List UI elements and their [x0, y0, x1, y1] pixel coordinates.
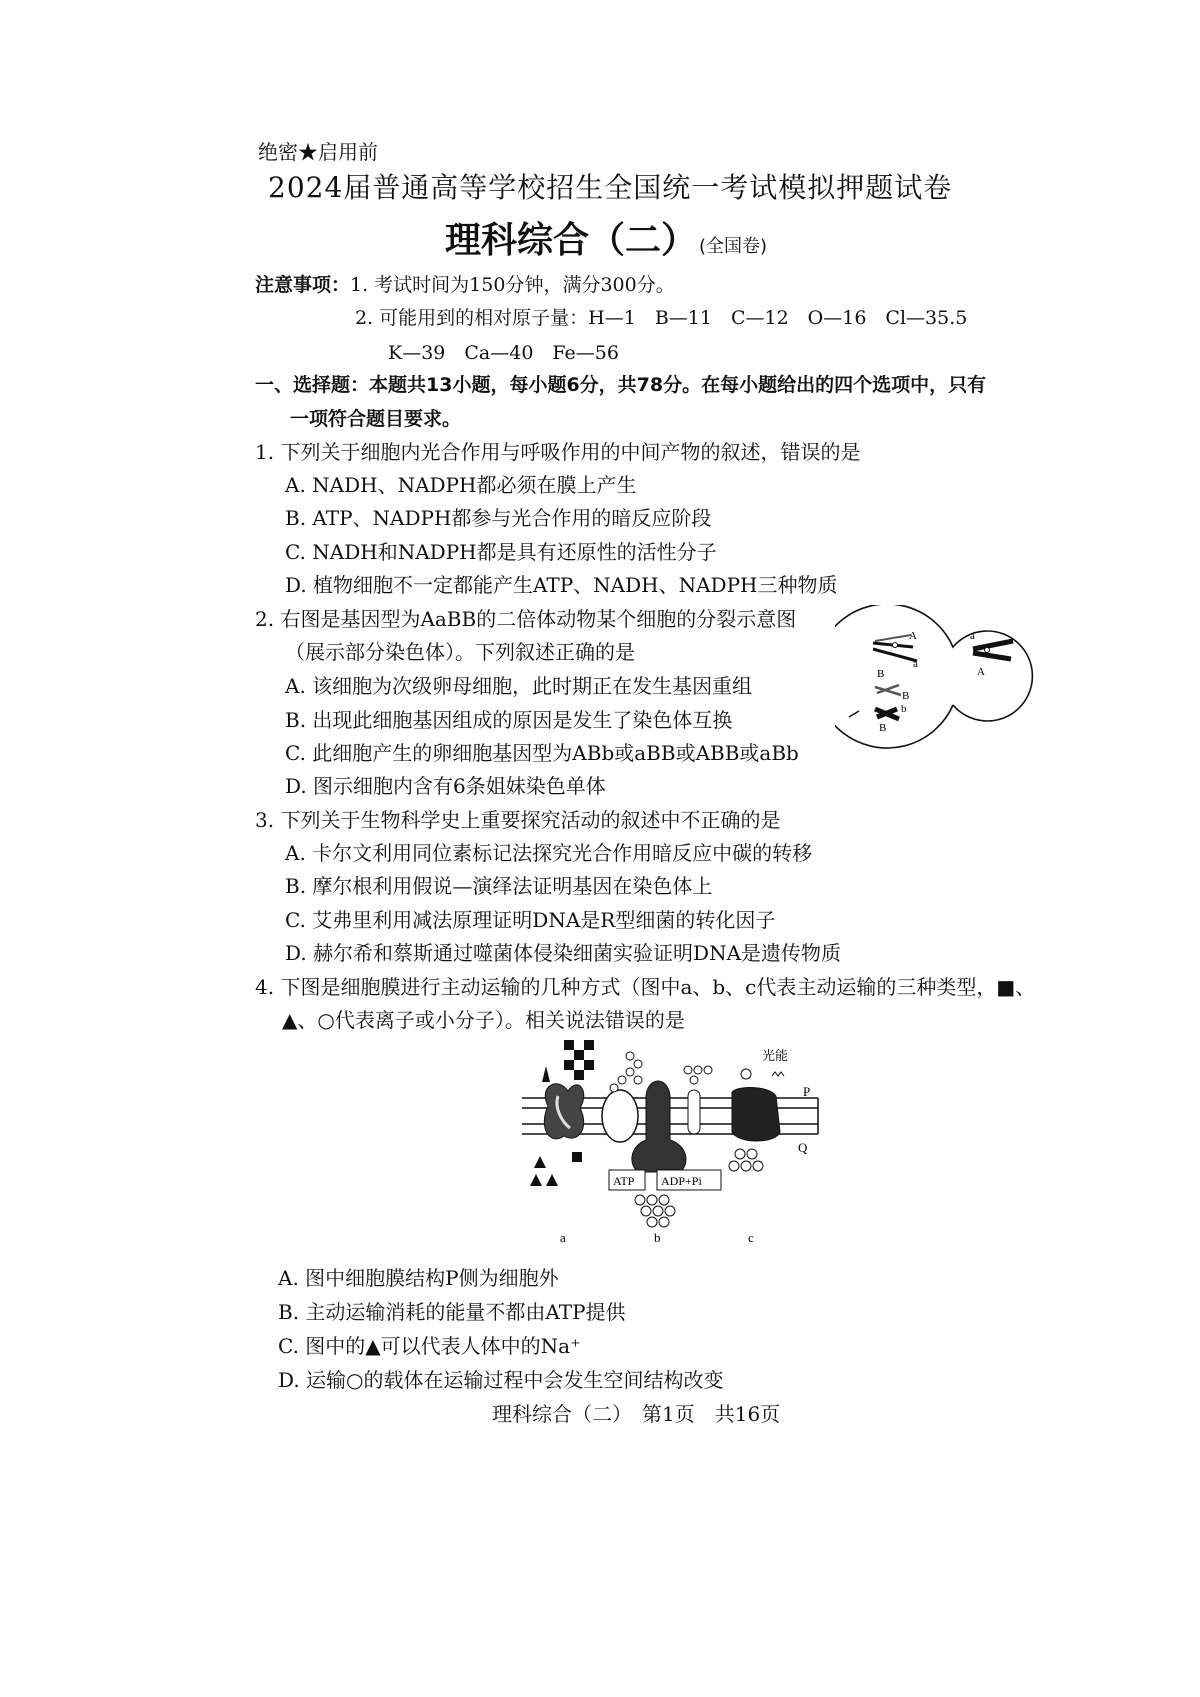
q3-option-b: B. 摩尔根利用假说—演绎法证明基因在染色体上: [285, 874, 713, 898]
q4-stem-line1: 4. 下图是细胞膜进行主动运输的几种方式（图中a、b、c代表主动运输的三种类型，■、: [255, 975, 1036, 999]
q2-option-c: C. 此细胞产生的卵细胞基因型为ABb或aBB或ABB或aBb: [285, 741, 799, 765]
triangle-top: [542, 1066, 550, 1082]
light-label: 光能: [762, 1048, 789, 1063]
carrier-a: [544, 1084, 583, 1139]
square-bottom: [572, 1152, 582, 1162]
circle-cluster-bottom-b: [635, 1195, 675, 1227]
q2-option-a: A. 该细胞为次级卵母细胞，此时期正在发生基因重组: [285, 674, 753, 698]
q3-option-c: C. 艾弗里利用减法原理证明DNA是R型细菌的转化因子: [285, 908, 776, 932]
subject-name: 理科综合: [445, 220, 590, 261]
notes-item2-cont: K—39 Ca—40 Fe—56: [388, 342, 619, 364]
q3-stem: 3. 下列关于生物科学史上重要探究活动的叙述中不正确的是: [255, 808, 781, 832]
cell-membrane-outline: [835, 605, 1032, 748]
subject-number: （二）: [589, 220, 698, 261]
q2-option-d: D. 图示细胞内含有6条姐妹染色单体: [285, 774, 606, 798]
q2-option-b: B. 出现此细胞基因组成的原因是发生了染色体互换: [285, 708, 733, 732]
q4-option-a: A. 图中细胞膜结构P侧为细胞外: [278, 1266, 559, 1290]
page-footer: 理科综合（二） 第1页 共16页: [492, 1402, 781, 1426]
label-type-a: a: [560, 1230, 566, 1245]
label-A-right: A: [977, 666, 985, 678]
q4-option-d: D. 运输○的载体在运输过程中会发生空间结构改变: [278, 1368, 724, 1392]
label-a-right: a: [970, 630, 975, 642]
secret-label: 绝密★启用前: [258, 140, 378, 164]
label-B-upper: B: [877, 668, 885, 680]
receptor-protein: [602, 1090, 638, 1142]
label-B-middle: B: [902, 690, 910, 702]
q1-option-b: B. ATP、NADPH都参与光合作用的暗反应阶段: [285, 506, 712, 530]
adp-label: ADP+Pi: [661, 1174, 702, 1188]
circle-top-c: [741, 1069, 751, 1079]
label-b: b: [901, 703, 907, 715]
light-pump-c: [732, 1088, 780, 1142]
squares-checker: [564, 1040, 594, 1080]
q1-option-a: A. NADH、NADPH都必须在膜上产生: [285, 473, 637, 497]
q2-stem-line1: 2. 右图是基因型为AaBB的二倍体动物某个细胞的分裂示意图: [255, 607, 797, 631]
notes-item2: 2. 可能用到的相对原子量：H—1 B—11 C—12 O—16 Cl—35.5: [355, 307, 968, 329]
atp-pump-b: [632, 1081, 686, 1172]
circle-cluster-bottom-c: [729, 1149, 763, 1171]
q4-stem-line2: ▲、○代表离子或小分子）。相关说法错误的是: [282, 1008, 685, 1032]
q1-option-c: C. NADH和NADPH都是具有还原性的活性分子: [285, 540, 717, 564]
q4-option-c: C. 图中的▲可以代表人体中的Na⁺: [278, 1334, 581, 1358]
notes-label: 注意事项：: [255, 274, 351, 296]
spindle-fiber: [849, 711, 859, 717]
membrane-transport-figure: [518, 1036, 828, 1248]
q1-stem: 1. 下列关于细胞内光合作用与呼吸作用的中间产物的叙述，错误的是: [255, 440, 861, 464]
notes-line1: [255, 270, 675, 297]
cell-division-figure: [835, 605, 1050, 750]
edition-label: (全国卷): [699, 236, 768, 257]
light-wave-icon: [772, 1072, 784, 1076]
section-heading-line2: 一项符合题目要求。: [290, 408, 462, 430]
label-a-left: a: [913, 658, 918, 670]
q1-option-d: D. 植物细胞不一定都能产生ATP、NADH、NADPH三种物质: [285, 573, 838, 597]
small-receptor: [688, 1090, 700, 1134]
circle-cluster-left: [610, 1052, 642, 1092]
label-A-left: A: [909, 630, 917, 642]
label-type-c: c: [748, 1230, 754, 1245]
q4-option-b: B. 主动运输消耗的能量不都由ATP提供: [278, 1300, 626, 1324]
triangles-bottom: [530, 1156, 558, 1186]
q2-stem-line2: （展示部分染色体）。下列叙述正确的是: [285, 640, 635, 664]
atp-label: ATP: [613, 1174, 635, 1188]
subject-title: [445, 212, 767, 263]
section-heading-line1: 一、选择题：本题共13小题，每小题6分，共78分。在每小题给出的四个选项中，只有: [255, 374, 987, 396]
label-Q: Q: [798, 1140, 808, 1155]
label-P: P: [803, 1084, 811, 1099]
circle-cluster-middle: [684, 1066, 712, 1084]
exam-title: 2024届普通高等学校招生全国统一考试模拟押题试卷: [268, 171, 953, 204]
chromosome-right: [973, 641, 1013, 659]
label-B-lower: B: [879, 722, 887, 734]
notes-item1: 1. 考试时间为150分钟，满分300分。: [350, 274, 675, 296]
q3-option-d: D. 赫尔希和蔡斯通过噬菌体侵染细菌实验证明DNA是遗传物质: [285, 941, 842, 965]
q3-option-a: A. 卡尔文利用同位素标记法探究光合作用暗反应中碳的转移: [285, 841, 813, 865]
chromosome-pair-lower-left: [875, 685, 901, 719]
label-type-b: b: [654, 1230, 661, 1245]
